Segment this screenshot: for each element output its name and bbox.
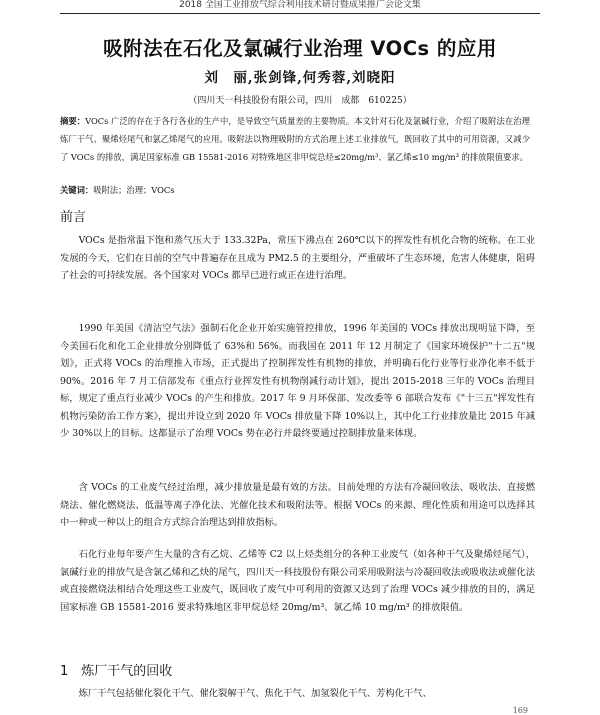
- authors: 刘 丽,张剑锋,何秀蓉,刘晓阳: [204, 70, 396, 86]
- keywords-text: 吸附法；治理；VOCs: [93, 185, 175, 195]
- paragraph-1: VOCs 是指常温下饱和蒸气压大于 133.32Pa，常压下沸点在 260℃以下的挥发性有机化合物的统称。在工业发展的今天，它们在日前的空气中普遍存在且成为 PM2.5 的主要组分，严重破坏了生态环境，危害人体健康，阻碍了社会的可持续发展。各个国家对 VOCs 都早已进行或正在进行治理。: [60, 235, 535, 281]
- running-head: 2018 全国工业排放气综合利用技术研讨暨成果推广会论文集: [60, 0, 540, 14]
- abstract-text: VOCs 广泛的存在于各行各业的生产中，是导致空气质量差的主要物质。本文针对石化及氯碱行业，介绍了吸附法在治理炼厂干气、聚烯烃尾气和氯乙烯尾气的应用。吸附法以物理吸附的方式治理上述工业排放气，既回收了其中的可用资源，又减少了 VOCs 的排放，满足国家标准 GB 15581-2016 对特殊地区非甲烷总烃≤20mg/m³、氯乙烯≤10 mg/m³ 的排放限值要求。: [60, 116, 530, 162]
- keywords-label: 关键词：: [60, 185, 94, 195]
- paper-title: 吸附法在石化及氯碱行业治理 VOCs 的应用: [103, 37, 497, 60]
- paragraph-2: 1990 年美国《清洁空气法》强制石化企业开始实施管控排放，1996 年美国的 VOCs 排放出现明显下降，至今美国石化和化工企业排放分别降低了 63%和 56%。而我国在 2011 年 12 月制定了《国家环境保护"十二五"规划》，正式将 VOCs 的治理推入市场，正式提出了控制挥发性有机物的排放，并明确石化行业等行业净化率不低于 90%。2016 年 7 月工信部发布《重点行业挥发性有机物削减行动计划》，提出 2015-2018 三年的 VOCs 治理目标，规定了重点行业减少 VOCs 的产生和排放。2017 年 9 月环保部、发改委等 6 部联合发布《"十三五"挥发性有机物污染防治工作方案》，提出并设立到 2020 年 VOCs 排放量下降 10%以上，其中化工行业排放量比 2015 年减少 30%以上的目标。这都显示了治理 VOCs 势在必行并最终要通过控制排放量来体现。: [60, 323, 535, 439]
- abstract: [60, 112, 530, 166]
- affiliation: （四川天一科技股份有限公司，四川 成都 610225）: [188, 96, 412, 106]
- keywords: [60, 184, 530, 196]
- paragraph-4: 石化行业每年要产生大量的含有乙烷、乙烯等 C2 以上烃类组分的各种工业废气（如各种干气及聚烯烃尾气），氯碱行业的排放气是含氯乙烯和乙炔的尾气，四川天一科技股份有限公司采用吸附法与冷凝回收法或吸收法或催化法或直接燃烧法相结合处理这些工业废气，既回收了废气中可利用的资源又达到了治理 VOCs 减少排放的目的，满足国家标准 GB 15581-2016 要求特殊地区非甲烷总烃 20mg/m³、氯乙烯 10 mg/m³ 的排放限值。: [60, 549, 535, 613]
- paragraph-3: 含 VOCs 的工业废气经过治理，减少排放量是最有效的方法。目前处理的方法有冷凝回收法、吸收法、直接燃烧法、催化燃烧法、低温等离子净化法、光催化技术和吸附法等。根据 VOCs 的来源、理化性质和用途可以选择其中一种或一种以上的组合方式综合治理达到排放指标。: [60, 482, 535, 528]
- section-heading-preface: 前言: [60, 210, 87, 225]
- page-number: 169: [512, 706, 528, 715]
- paragraph-5: 炼厂干气包括催化裂化干气、催化裂解干气、焦化干气、加氢裂化干气、芳构化干气、: [78, 688, 432, 699]
- section-heading-1: 1 炼厂干气的回收: [60, 664, 173, 679]
- abstract-label: 摘要：: [60, 116, 86, 126]
